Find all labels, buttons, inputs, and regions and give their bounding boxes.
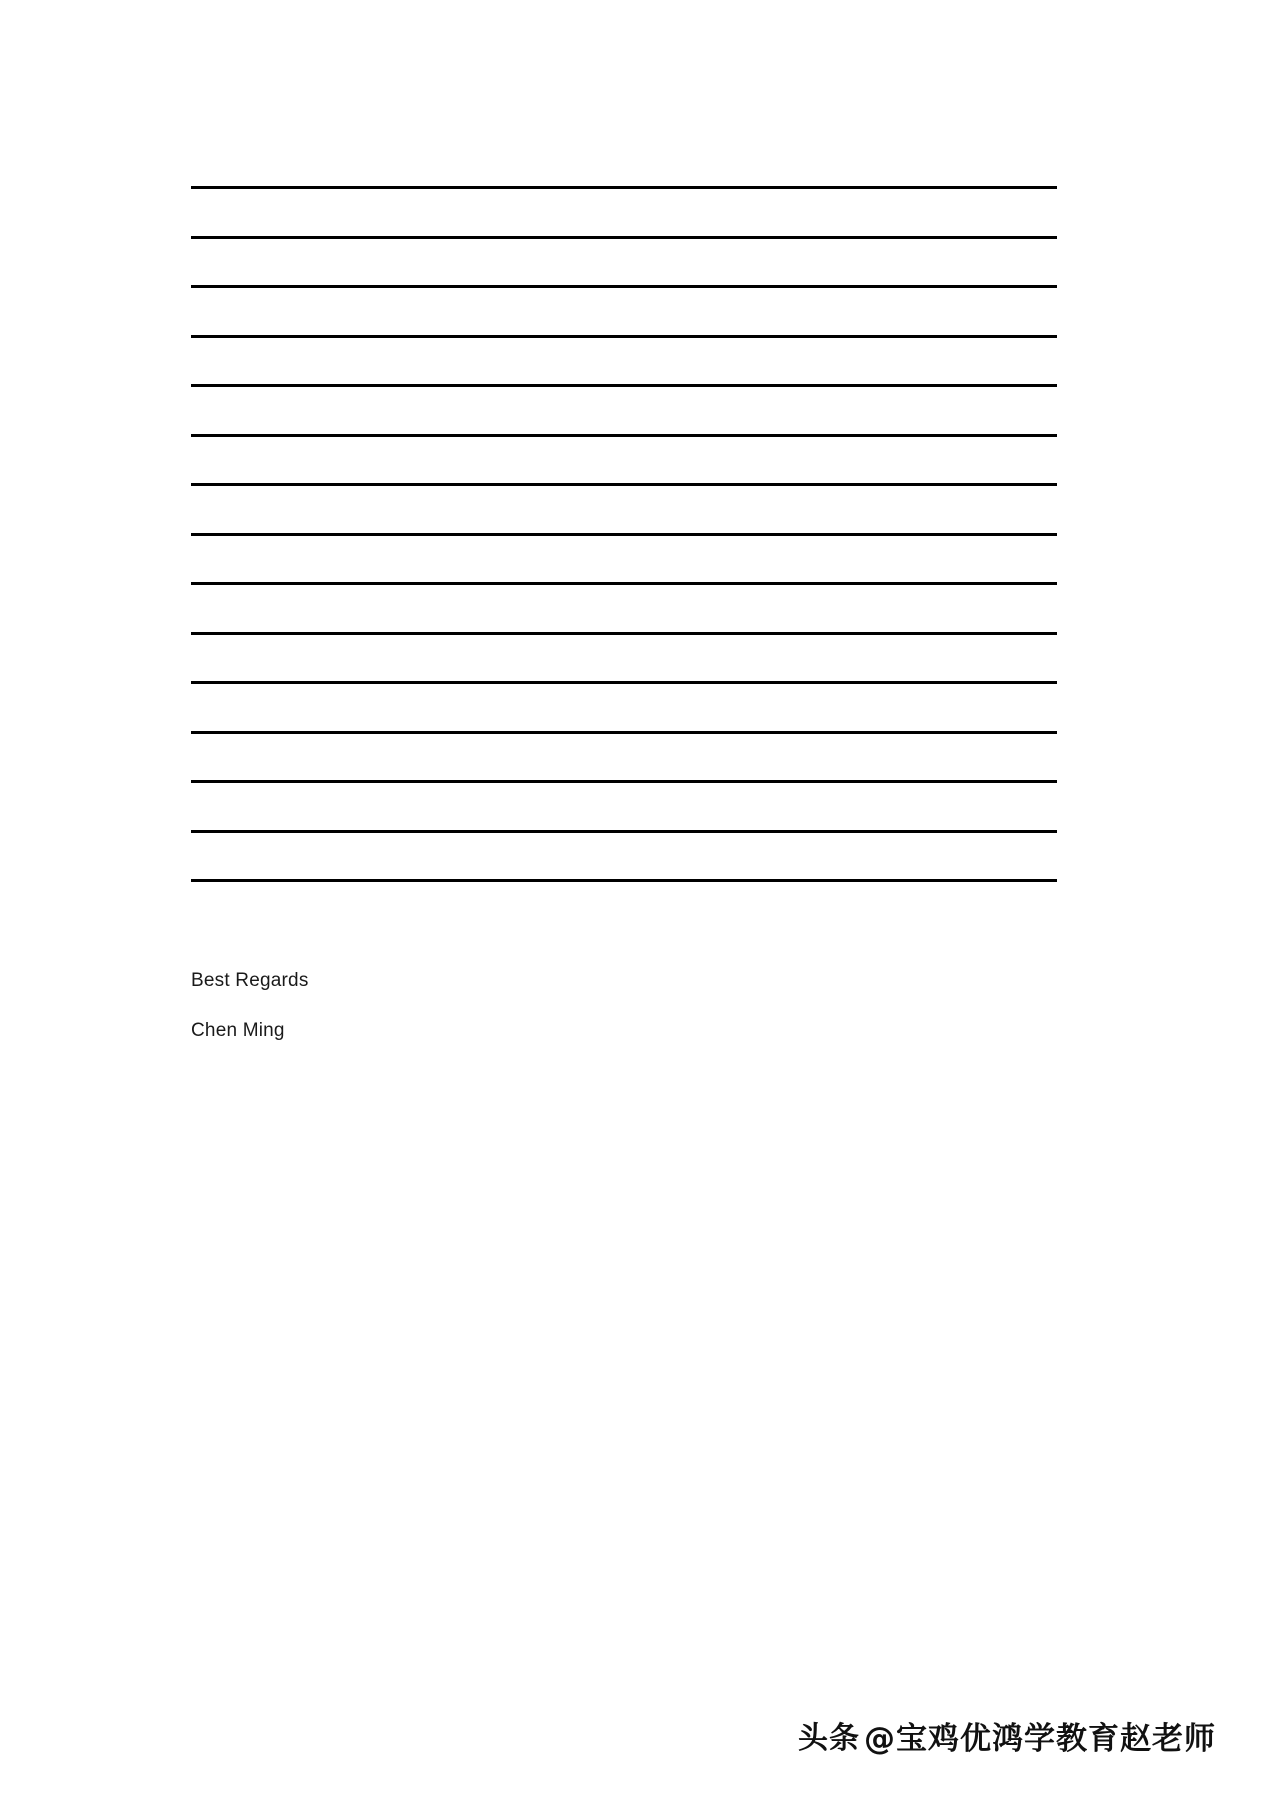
sign-off-text: Best Regards bbox=[191, 970, 309, 991]
rule-line bbox=[191, 533, 1057, 536]
rule-line bbox=[191, 681, 1057, 684]
rule-line bbox=[191, 384, 1057, 387]
rule-line bbox=[191, 731, 1057, 734]
rule-line bbox=[191, 434, 1057, 437]
watermark-handle: @宝鸡优鸿学教育赵老师 bbox=[864, 1720, 1216, 1757]
rule-line bbox=[191, 483, 1057, 486]
rule-line bbox=[191, 879, 1057, 882]
rule-line bbox=[191, 780, 1057, 783]
signature-name: Chen Ming bbox=[191, 1020, 285, 1041]
ruled-writing-area bbox=[191, 186, 1057, 882]
letter-closing bbox=[191, 968, 891, 1044]
rule-line bbox=[191, 830, 1057, 833]
rule-line bbox=[191, 186, 1057, 189]
rule-line bbox=[191, 632, 1057, 635]
rule-line bbox=[191, 236, 1057, 239]
rule-line bbox=[191, 335, 1057, 338]
rule-line bbox=[191, 582, 1057, 585]
watermark-prefix: 头条 bbox=[798, 1721, 860, 1756]
watermark bbox=[0, 1700, 1280, 1770]
rule-line bbox=[191, 285, 1057, 288]
